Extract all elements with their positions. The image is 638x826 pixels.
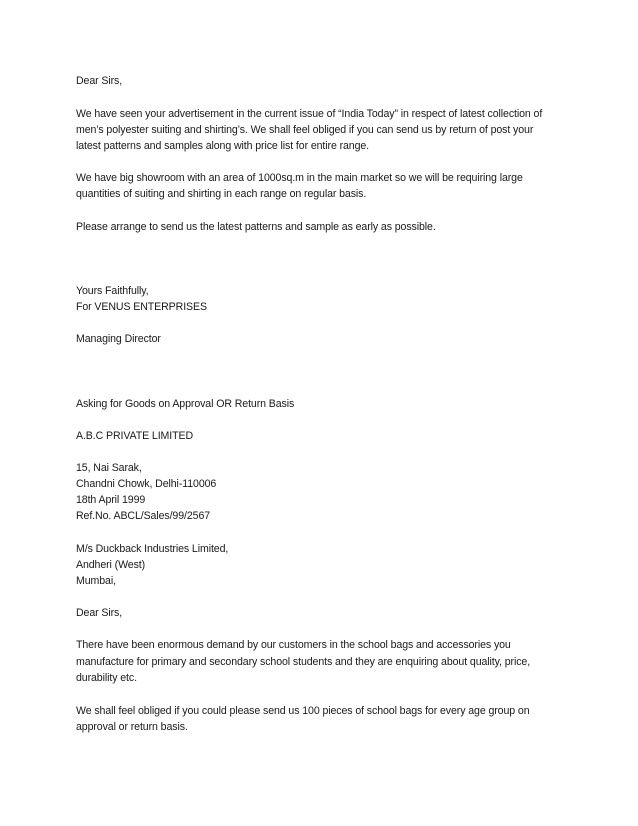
letter2-para2-line2: approval or return basis. — [76, 721, 188, 733]
letter2-heading: Asking for Goods on Approval OR Return Basis — [76, 398, 295, 410]
letter2-recipient-line2: Andheri (West) — [76, 559, 146, 571]
letter2-ref: Ref.No. ABCL/Sales/99/2567 — [76, 510, 211, 522]
letter1-company: For VENUS ENTERPRISES — [76, 301, 207, 313]
letter1-para2-line1: We have big showroom with an area of 1000sq.m in the main market so we will be requiring large — [76, 172, 523, 184]
letter1-para3: Please arrange to send us the latest patterns and sample as early as possible. — [76, 221, 436, 233]
letter2-para2-line1: We shall feel obliged if you could please send us 100 pieces of school bags for every age group on — [76, 705, 530, 717]
letter2-para1-line3: durability etc. — [76, 672, 137, 684]
letter1-closing: Yours Faithfully, — [76, 285, 149, 297]
letter2-address-line1: 15, Nai Sarak, — [76, 462, 142, 474]
letter1-signatory: Managing Director — [76, 333, 161, 345]
letter1-para2-line2: quantities of suiting and shirting in each range on regular basis. — [76, 188, 367, 200]
letter1-salutation: Dear Sirs, — [76, 75, 123, 87]
letter1-para1-line2: men’s polyester suiting and shirting’s. We shall feel obliged if you can send us by return of post your — [76, 124, 534, 136]
letter2-salutation: Dear Sirs, — [76, 607, 123, 619]
letter2-para1-line1: There have been enormous demand by our customers in the school bags and accessories you — [76, 639, 511, 651]
letter1-para1-line1: We have seen your advertisement in the current issue of “India Today” in respect of latest collection of — [76, 108, 543, 120]
letter2-para1-line2: manufacture for primary and secondary school students and they are enquiring about quality, price, — [76, 656, 531, 668]
letter2-date: 18th April 1999 — [76, 494, 146, 506]
letter2-address-line2: Chandni Chowk, Delhi-110006 — [76, 478, 217, 490]
letter2-recipient-line3: Mumbai, — [76, 575, 116, 587]
letter1-para1-line3: latest patterns and samples along with price list for entire range. — [76, 140, 370, 152]
letter2-recipient-line1: M/s Duckback Industries Limited, — [76, 543, 229, 555]
letter2-sender: A.B.C PRIVATE LIMITED — [76, 430, 194, 442]
